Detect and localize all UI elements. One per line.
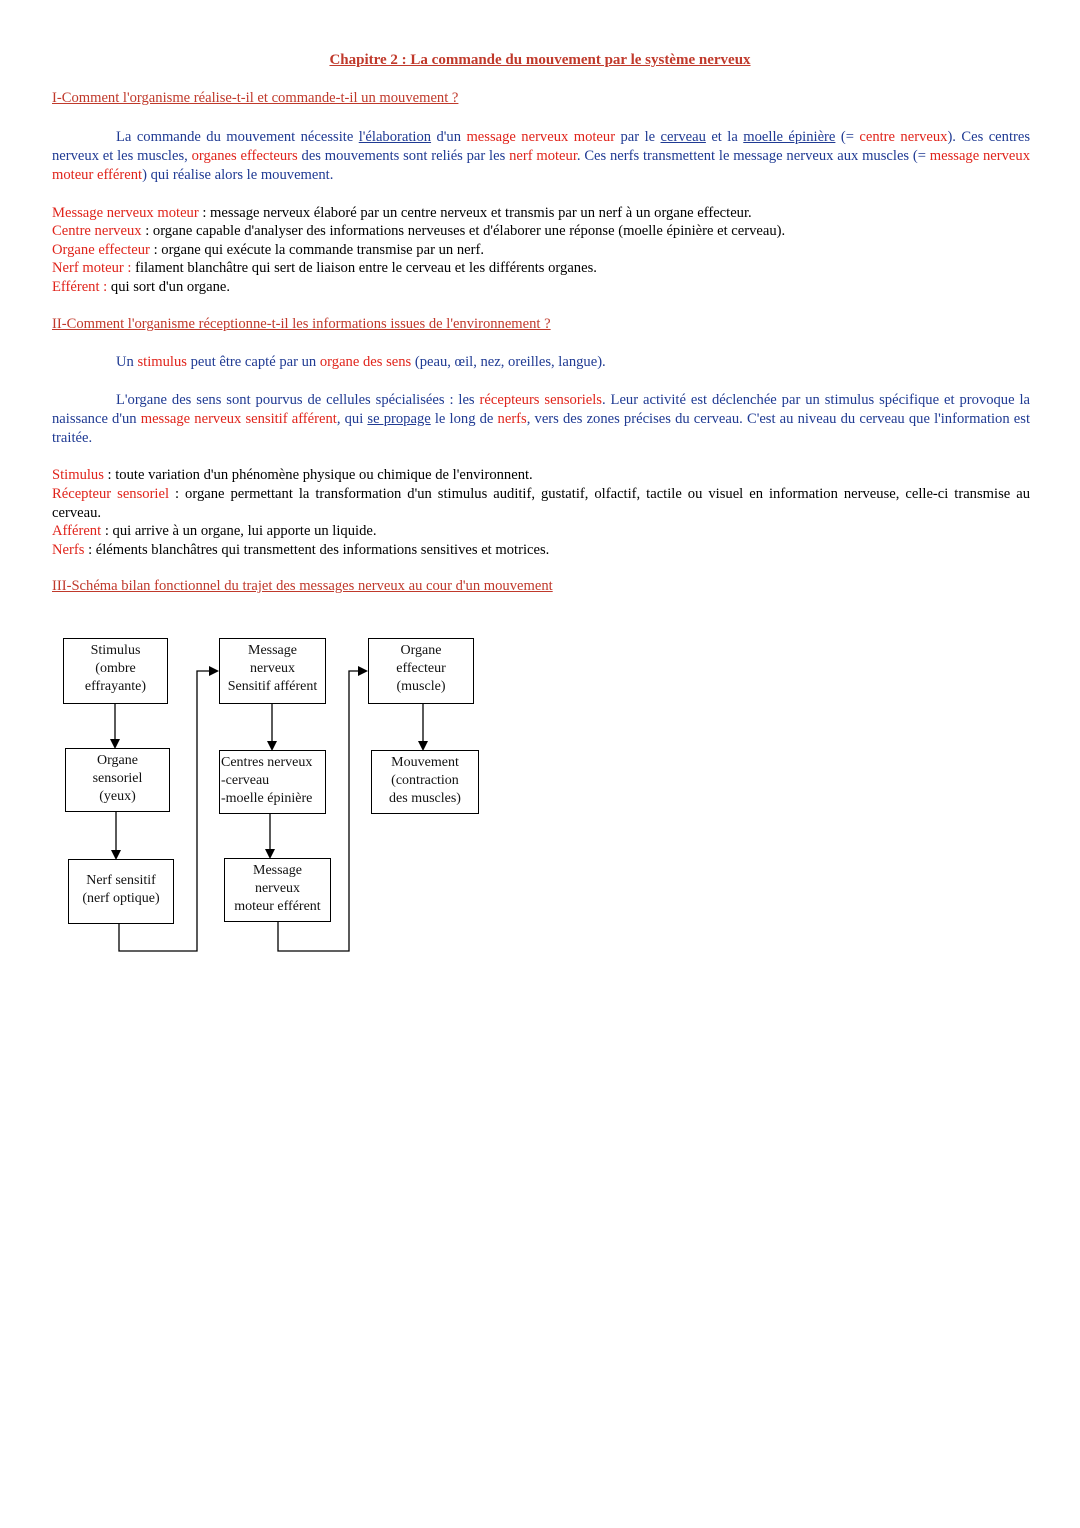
- definition-term: Nerf moteur :: [52, 260, 132, 276]
- box-message-sensitif: [219, 638, 326, 704]
- definition-text: : qui arrive à un organe, lui apporte un liquide.: [101, 523, 377, 539]
- text-run: l'élaboration: [358, 129, 432, 145]
- text-run: des mouvements sont reliés par les: [297, 148, 510, 164]
- box-line: Organe: [97, 753, 138, 768]
- text-run: . Leur activité est déclenchée par un stimulus spécifique et provoque la naissance d'un: [52, 392, 1030, 427]
- box-line: -moelle épinière: [221, 791, 313, 806]
- text-run: ) qui réalise alors le mouvement.: [142, 167, 334, 183]
- box-line: Mouvement: [391, 755, 459, 770]
- term-highlight: organes effecteurs: [191, 148, 298, 164]
- box-line: (ombre: [95, 661, 136, 676]
- box-line: effecteur: [396, 661, 446, 676]
- text-run: ). Ces centres nerveux et les muscles,: [52, 129, 1031, 164]
- box-line: Stimulus: [90, 643, 141, 658]
- text-run: . Ces nerfs transmettent le message nerveux aux muscles (=: [576, 148, 930, 164]
- term-highlight: nerf moteur: [509, 148, 577, 164]
- definition-term: Organe effecteur: [52, 242, 150, 258]
- definition-term: Efférent :: [52, 279, 108, 295]
- definition-text: : message nerveux élaboré par un centre nerveux et transmis par un nerf à un organe effecteur.: [198, 205, 752, 221]
- box-mouvement: [371, 750, 479, 814]
- text-run: d'un: [431, 129, 467, 145]
- definition-term: Nerfs: [52, 542, 85, 558]
- definition-text: : éléments blanchâtres qui transmettent des informations sensitives et motrices.: [84, 542, 550, 558]
- term-highlight: organe des sens: [319, 354, 412, 370]
- box-nerf-sensitif: [68, 859, 174, 924]
- box-line: (nerf optique): [82, 891, 160, 906]
- text-run: (peau, œil, nez, oreilles, langue).: [411, 354, 606, 370]
- definition-term: Centre nerveux: [52, 223, 142, 239]
- text-run: L'organe des sens sont pourvus de cellules spécialisées : les: [116, 392, 480, 408]
- text-run: peut être capté par un: [186, 354, 320, 370]
- box-organe-effecteur: [368, 638, 474, 704]
- term-highlight: message nerveux sensitif afférent: [140, 411, 337, 427]
- term-highlight: message nerveux moteur efférent: [52, 148, 1030, 183]
- box-message-moteur: [224, 858, 331, 922]
- term-highlight: centre nerveux: [859, 129, 948, 145]
- box-line: Message: [253, 863, 302, 878]
- definition-text: qui sort d'un organe.: [107, 279, 230, 295]
- text-run: se propage: [367, 411, 431, 427]
- box-stimulus: [63, 638, 168, 704]
- box-line: nerveux: [249, 661, 296, 676]
- section-3-heading: III-Schéma bilan fonctionnel du trajet des messages nerveux au cour d'un mouvement: [52, 578, 553, 594]
- box-line: -cerveau: [221, 773, 270, 788]
- text-run: Un: [116, 354, 138, 370]
- term-highlight: stimulus: [137, 354, 187, 370]
- box-line: (muscle): [396, 679, 446, 694]
- definition-term: Stimulus: [52, 467, 104, 483]
- text-run: , vers des zones précises du cerveau. C'est au niveau du cerveau que l'information est traitée.: [52, 411, 1031, 446]
- box-line: effrayante): [84, 679, 147, 694]
- section-1-heading: I-Comment l'organisme réalise-t-il et commande-t-il un mouvement ?: [52, 90, 459, 106]
- text-run: moelle épinière: [743, 129, 836, 145]
- definition-term: Afférent: [52, 523, 102, 539]
- box-line: Centres nerveux: [221, 755, 313, 770]
- text-run: La commande du mouvement nécessite: [116, 129, 359, 145]
- text-run: cerveau: [660, 129, 706, 145]
- definition-term: Message nerveux moteur: [52, 205, 199, 221]
- box-line: Nerf sensitif: [86, 873, 156, 888]
- term-highlight: récepteurs sensoriels: [479, 392, 602, 408]
- term-highlight: message nerveux moteur: [466, 129, 616, 145]
- definition-term: Récepteur sensoriel: [52, 486, 170, 502]
- box-line: nerveux: [254, 881, 301, 896]
- box-line: sensoriel: [92, 771, 143, 786]
- text-run: (=: [835, 129, 860, 145]
- box-line: des muscles): [389, 791, 461, 806]
- box-line: (contraction: [391, 773, 459, 788]
- definition-text: : organe permettant la transformation d'un stimulus auditif, gustatif, olfactif, tactile ou visuel en information nerveuse, celle-ci transmise au cerveau.: [52, 486, 1030, 521]
- term-highlight: nerfs: [497, 411, 527, 427]
- box-line: (yeux): [99, 789, 136, 804]
- text-run: le long de: [430, 411, 498, 427]
- box-centres-nerveux: [219, 750, 326, 814]
- text-run: par le: [615, 129, 661, 145]
- box-organe-sensoriel: [65, 748, 170, 812]
- text-run: , qui: [336, 411, 368, 427]
- definition-text: : organe qui exécute la commande transmise par un nerf.: [149, 242, 484, 258]
- box-line: Organe: [400, 643, 442, 658]
- text-run: et la: [705, 129, 744, 145]
- box-line: moteur efférent: [234, 899, 321, 914]
- section-2-heading: II-Comment l'organisme réceptionne-t-il les informations issues de l'environnement ?: [52, 316, 551, 332]
- definition-text: filament blanchâtre qui sert de liaison entre le cerveau et les différents organes.: [131, 260, 597, 276]
- definition-text: : toute variation d'un phénomène physique ou chimique de l'environnent.: [103, 467, 533, 483]
- box-line: Sensitif afférent: [227, 679, 318, 694]
- box-line: Message: [248, 643, 297, 658]
- page-title: Chapitre 2 : La commande du mouvement par le système nerveux: [329, 52, 751, 68]
- definition-text: : organe capable d'analyser des informations nerveuses et d'élaborer une réponse (moelle épinière et cerveau).: [141, 223, 786, 239]
